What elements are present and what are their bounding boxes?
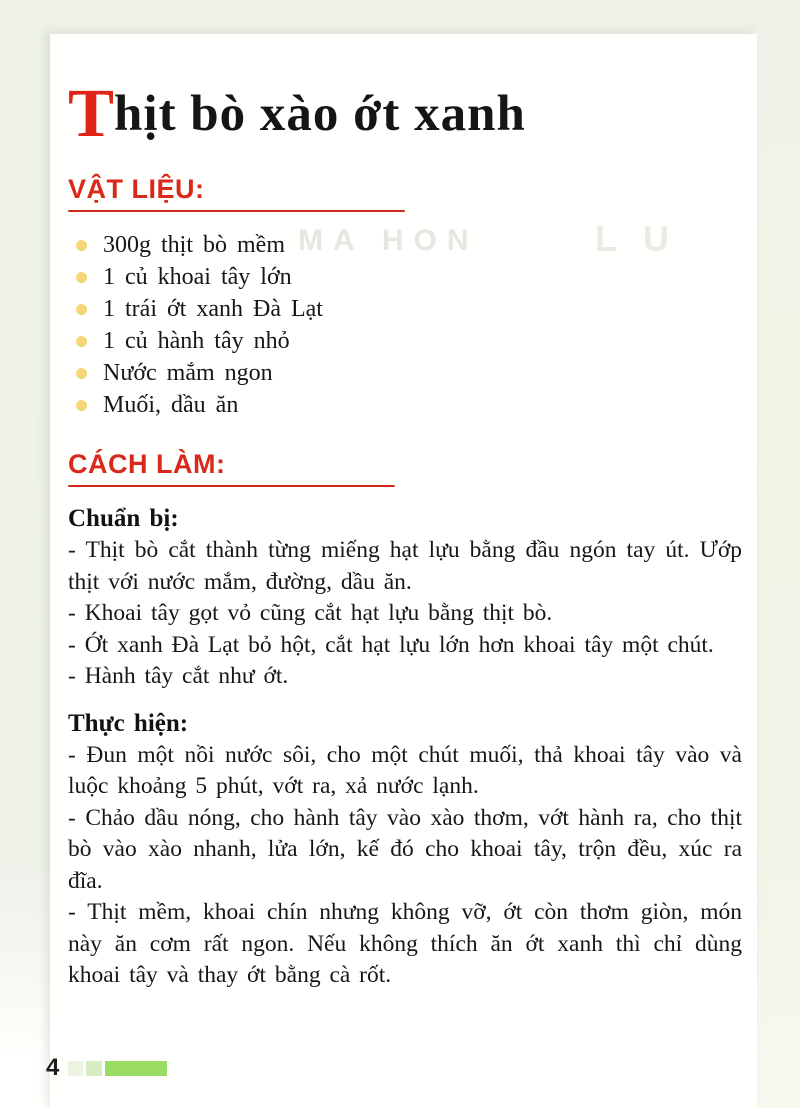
bullet-dot-icon bbox=[76, 272, 87, 283]
list-item bbox=[70, 261, 742, 293]
step-paragraph: - Hành tây cắt như ớt. bbox=[68, 663, 289, 690]
ingredients-section-header bbox=[68, 174, 742, 212]
recipe-content bbox=[68, 75, 742, 992]
step-paragraph: - Thịt mềm, khoai chín nhưng không vỡ, ớt còn thơm giòn, món này ăn cơm rất ngon. Nếu không thích ăn ớt xanh thì chỉ dùng khoai tây và thay ớt bằng cà rốt. bbox=[68, 899, 742, 989]
step-paragraph: - Đun một nồi nước sôi, cho một chút muối, thả khoai tây vào và luộc khoảng 5 phút, vớt ra, xả nước lạnh. bbox=[68, 741, 742, 800]
showthrough-ghost-text: LU bbox=[595, 218, 695, 259]
recipe-title-text: hịt bò xào ớt xanh bbox=[114, 86, 526, 142]
page-number: 4 bbox=[46, 1054, 60, 1081]
bullet-dot-icon bbox=[76, 400, 87, 411]
ingredient-text: Nước mắm ngon bbox=[103, 360, 273, 387]
ingredient-text: 1 củ hành tây nhỏ bbox=[103, 328, 290, 355]
step-paragraph: - Khoai tây gọt vỏ cũng cắt hạt lựu bằng thịt bò. bbox=[68, 600, 553, 627]
page-footer bbox=[46, 1056, 167, 1080]
ingredient-text: 1 trái ớt xanh Đà Lạt bbox=[103, 296, 323, 323]
method-body bbox=[68, 502, 742, 992]
bullet-dot-icon bbox=[76, 336, 87, 347]
execute-subheading: Thực hiện: bbox=[68, 709, 189, 737]
list-item bbox=[70, 229, 742, 261]
list-item bbox=[70, 325, 742, 357]
footer-green-square-mid bbox=[86, 1061, 102, 1076]
list-item bbox=[70, 389, 742, 421]
list-item bbox=[70, 293, 742, 325]
ingredient-list bbox=[70, 229, 742, 421]
scan-margin-top bbox=[0, 0, 800, 34]
bullet-dot-icon bbox=[76, 304, 87, 315]
ingredients-heading: VẬT LIỆU: bbox=[68, 174, 205, 205]
scan-margin-right bbox=[757, 0, 800, 1108]
ingredient-text: 300g thịt bò mềm bbox=[103, 232, 285, 259]
bullet-dot-icon bbox=[76, 240, 87, 251]
red-underline bbox=[68, 210, 405, 212]
method-section-header bbox=[68, 449, 742, 487]
list-item bbox=[70, 357, 742, 389]
step-paragraph: - Ớt xanh Đà Lạt bỏ hột, cắt hạt lựu lớn hơn khoai tây một chút. bbox=[68, 631, 714, 658]
ingredient-text: Muối, dầu ăn bbox=[103, 392, 239, 419]
red-underline bbox=[68, 485, 395, 487]
footer-green-square-light bbox=[68, 1061, 83, 1076]
recipe-title bbox=[68, 75, 742, 151]
showthrough-ghost-text: MA HON bbox=[298, 224, 479, 257]
footer-green-bar bbox=[105, 1061, 167, 1076]
prepare-subheading: Chuẩn bị: bbox=[68, 505, 179, 533]
scan-margin-left bbox=[0, 0, 50, 1056]
bullet-dot-icon bbox=[76, 368, 87, 379]
step-paragraph: - Thịt bò cắt thành từng miếng hạt lựu bằng đầu ngón tay út. Ướp thịt với nước mắm, đường, dầu ăn. bbox=[68, 537, 742, 595]
drop-cap-initial: T bbox=[68, 75, 115, 151]
method-heading: CÁCH LÀM: bbox=[68, 449, 226, 480]
ingredient-text: 1 củ khoai tây lớn bbox=[103, 264, 292, 291]
step-paragraph: - Chảo dầu nóng, cho hành tây vào xào thơm, vớt hành ra, cho thịt bò vào xào nhanh, lửa lớn, kế đó cho khoai tây, trộn đều, xúc ra đĩa. bbox=[68, 804, 742, 894]
